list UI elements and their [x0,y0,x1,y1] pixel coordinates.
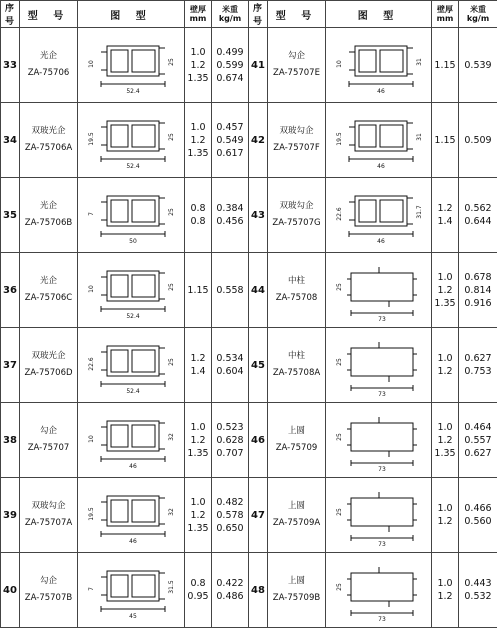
weight-value: 0.753 [459,365,497,378]
dim-vertical-label: 25 [168,133,175,141]
dim-width-label: 45 [129,613,137,620]
model-cell [268,478,326,553]
wall-thickness-cell [185,178,212,253]
dim-width-label: 73 [378,316,386,321]
weight-cell [459,253,497,328]
dim-vertical-label: 31.5 [168,580,175,594]
model-cell [20,28,78,103]
drawing-cell [78,103,185,178]
wall-thickness-cell [185,328,212,403]
model-code: ZA-75707G [268,215,325,232]
dim-vertical-label: 25 [168,283,175,291]
row-number: 36 [1,253,20,328]
dim-height-label: 10 [88,60,95,68]
dim-vertical-label: 31 [416,58,423,66]
dim-width-label: 46 [377,88,385,95]
weight-value: 0.644 [459,215,497,228]
dim-width-label: 52.4 [126,163,140,170]
wall-thickness-value: 1.0 [432,352,458,365]
model-cell [268,28,326,103]
weight-value: 0.678 [459,271,497,284]
wall-thickness-cell [185,253,212,328]
table-row [1,403,497,478]
profile-name: 双玻光企 [20,123,77,140]
header-weight: 米重 kg/m [212,1,249,28]
dim-vertical-label: 25 [168,358,175,366]
dim-height-label: 19.5 [88,507,95,521]
wall-thickness-cell [432,103,459,178]
weight-cell [212,253,249,328]
profile-drawing [329,559,429,621]
dim-height-label: 22.6 [336,207,343,221]
dim-width-label: 46 [129,538,137,545]
wall-thickness-cell [185,553,212,628]
dim-height-label: 10 [88,285,95,293]
profile-name: 勾企 [20,573,77,590]
wall-thickness-value: 1.2 [432,202,458,215]
profile-name: 勾企 [20,423,77,440]
dim-height-label: 19.5 [88,132,95,146]
drawing-cell [78,403,185,478]
wall-thickness-value: 1.35 [432,447,458,460]
model-cell [20,178,78,253]
wall-thickness-value: 1.2 [185,59,211,72]
weight-value: 0.509 [459,134,497,147]
profile-name: 中柱 [268,273,325,290]
row-number: 47 [249,478,268,553]
wall-thickness-value: 1.4 [432,215,458,228]
model-cell [20,103,78,178]
profile-name: 光企 [20,273,77,290]
dim-height-label: 19.5 [336,132,343,146]
profile-drawing [81,484,181,546]
drawing-cell [326,253,432,328]
weight-cell [212,478,249,553]
wall-thickness-value: 1.4 [185,365,211,378]
wall-thickness-value: 1.15 [185,284,211,297]
wall-thickness-value: 1.0 [432,271,458,284]
dim-width-label: 52.4 [126,313,140,320]
model-cell [268,103,326,178]
model-cell [268,553,326,628]
row-number: 34 [1,103,20,178]
header-model-right: 型 号 [268,1,326,28]
model-code: ZA-75707A [20,515,77,532]
profile-name: 双玻勾企 [268,123,325,140]
profile-name: 光企 [20,48,77,65]
weight-value: 0.499 [212,46,248,59]
weight-cell [459,403,497,478]
profile-drawing [81,334,181,396]
weight-value: 0.482 [212,496,248,509]
row-number: 37 [1,328,20,403]
dim-vertical-label: 31.7 [416,205,423,219]
weight-value: 0.627 [459,447,497,460]
dim-width-label: 73 [378,541,386,546]
dim-height-label: 25 [336,508,343,516]
weight-value: 0.628 [212,434,248,447]
drawing-cell [78,328,185,403]
profile-drawing [329,409,429,471]
model-code: ZA-75707F [268,140,325,157]
dim-height-label: 10 [336,60,343,68]
row-number: 44 [249,253,268,328]
dim-height-label: 7 [88,587,95,591]
row-number: 40 [1,553,20,628]
model-code: ZA-75709 [268,440,325,457]
profile-drawing [329,259,429,321]
weight-value: 0.534 [212,352,248,365]
wall-thickness-value: 1.15 [432,59,458,72]
model-cell [268,328,326,403]
wall-thickness-cell [185,103,212,178]
model-code: ZA-75707E [268,65,325,82]
profile-name: 双玻勾企 [268,198,325,215]
drawing-cell [78,553,185,628]
wall-thickness-value: 1.0 [432,577,458,590]
model-cell [20,553,78,628]
wall-thickness-value: 1.2 [432,515,458,528]
weight-cell [212,28,249,103]
weight-cell [212,403,249,478]
weight-cell [212,103,249,178]
weight-value: 0.532 [459,590,497,603]
model-code: ZA-75706D [20,365,77,382]
profile-drawing [329,34,429,96]
wall-thickness-cell [185,478,212,553]
profile-name: 双玻勾企 [20,498,77,515]
weight-value: 0.916 [459,297,497,310]
profile-drawing [329,484,429,546]
wall-thickness-cell [432,253,459,328]
wall-thickness-cell [432,553,459,628]
drawing-cell [326,28,432,103]
dim-width-label: 52.4 [126,388,140,395]
profile-drawing [329,184,429,246]
drawing-cell [326,478,432,553]
wall-thickness-value: 1.2 [185,509,211,522]
wall-thickness-value: 1.0 [185,121,211,134]
wall-thickness-value: 1.2 [432,365,458,378]
row-number: 35 [1,178,20,253]
dim-width-label: 73 [378,466,386,471]
drawing-cell [326,553,432,628]
weight-cell [459,553,497,628]
model-code: ZA-75707B [20,590,77,607]
weight-value: 0.456 [212,215,248,228]
dim-width-label: 46 [377,238,385,245]
dim-width-label: 73 [378,616,386,621]
header-drawing-right: 图 型 [326,1,432,28]
header-seq-right: 序号 [249,1,268,28]
weight-value: 0.650 [212,522,248,535]
wall-thickness-value: 1.0 [185,46,211,59]
table-row [1,253,497,328]
weight-value: 0.486 [212,590,248,603]
weight-value: 0.562 [459,202,497,215]
drawing-cell [78,478,185,553]
wall-thickness-value: 0.8 [185,215,211,228]
model-cell [20,403,78,478]
wall-thickness-value: 1.35 [185,447,211,460]
model-code: ZA-75708 [268,290,325,307]
row-number: 43 [249,178,268,253]
dim-width-label: 46 [129,463,137,470]
profile-name: 勾企 [268,48,325,65]
drawing-cell [326,403,432,478]
model-cell [20,328,78,403]
profile-name: 中柱 [268,348,325,365]
weight-value: 0.674 [212,72,248,85]
model-code: ZA-75708A [268,365,325,382]
weight-value: 0.558 [212,284,248,297]
weight-value: 0.557 [459,434,497,447]
model-cell [268,403,326,478]
weight-value: 0.466 [459,502,497,515]
weight-value: 0.443 [459,577,497,590]
wall-thickness-value: 1.0 [432,421,458,434]
wall-thickness-value: 0.95 [185,590,211,603]
wall-thickness-value: 0.8 [185,202,211,215]
weight-value: 0.604 [212,365,248,378]
profile-name: 上圆 [268,423,325,440]
dim-height-label: 10 [88,435,95,443]
drawing-cell [78,28,185,103]
row-number: 38 [1,403,20,478]
profile-name: 双玻光企 [20,348,77,365]
dim-height-label: 22.6 [88,357,95,371]
weight-value: 0.523 [212,421,248,434]
model-code: ZA-75706 [20,65,77,82]
row-number: 41 [249,28,268,103]
model-cell [20,478,78,553]
weight-value: 0.422 [212,577,248,590]
header-wall: 壁厚 mm [185,1,212,28]
profile-drawing [81,184,181,246]
weight-cell [459,103,497,178]
table-row [1,478,497,553]
profile-drawing [81,409,181,471]
dim-height-label: 25 [336,283,343,291]
wall-thickness-value: 1.2 [185,134,211,147]
header-wall-right: 壁厚 mm [432,1,459,28]
dim-height-label: 25 [336,433,343,441]
profile-name: 上圆 [268,498,325,515]
wall-thickness-value: 1.35 [185,147,211,160]
dim-vertical-label: 31 [416,133,423,141]
weight-cell [212,328,249,403]
wall-thickness-cell [432,403,459,478]
header-seq: 序号 [1,1,20,28]
weight-cell [459,478,497,553]
drawing-cell [326,328,432,403]
wall-thickness-cell [432,478,459,553]
wall-thickness-value: 1.35 [185,72,211,85]
weight-cell [459,178,497,253]
wall-thickness-value: 1.2 [432,284,458,297]
table-row [1,103,497,178]
row-number: 45 [249,328,268,403]
wall-thickness-value: 1.0 [185,496,211,509]
model-code: ZA-75709B [268,590,325,607]
drawing-cell [78,253,185,328]
row-number: 39 [1,478,20,553]
dim-vertical-label: 25 [168,58,175,66]
wall-thickness-cell [185,403,212,478]
profile-drawing [81,259,181,321]
wall-thickness-value: 1.35 [432,297,458,310]
wall-thickness-value: 1.15 [432,134,458,147]
weight-value: 0.457 [212,121,248,134]
table-row [1,28,497,103]
profile-name: 光企 [20,198,77,215]
wall-thickness-value: 1.2 [432,434,458,447]
dim-height-label: 7 [88,212,95,216]
drawing-cell [326,178,432,253]
weight-value: 0.560 [459,515,497,528]
wall-thickness-value: 1.35 [185,522,211,535]
table-row [1,553,497,628]
weight-cell [459,328,497,403]
header-weight-right: 米重 kg/m [459,1,497,28]
header-row [1,1,497,28]
model-cell [268,178,326,253]
header-drawing: 图 型 [78,1,185,28]
profile-drawing [329,109,429,171]
dim-vertical-label: 25 [168,208,175,216]
weight-value: 0.578 [212,509,248,522]
wall-thickness-value: 0.8 [185,577,211,590]
drawing-cell [326,103,432,178]
weight-cell [212,178,249,253]
weight-value: 0.464 [459,421,497,434]
dim-height-label: 25 [336,583,343,591]
row-number: 48 [249,553,268,628]
model-code: ZA-75709A [268,515,325,532]
profile-drawing [81,34,181,96]
dim-width-label: 50 [129,238,137,245]
wall-thickness-cell [432,328,459,403]
header-model: 型 号 [20,1,78,28]
profile-drawing [329,334,429,396]
weight-value: 0.627 [459,352,497,365]
dim-vertical-label: 32 [168,433,175,441]
profile-name: 上圆 [268,573,325,590]
profile-drawing [81,559,181,621]
weight-value: 0.384 [212,202,248,215]
dim-vertical-label: 32 [168,508,175,516]
model-code: ZA-75706C [20,290,77,307]
weight-cell [212,553,249,628]
model-cell [268,253,326,328]
wall-thickness-cell [185,28,212,103]
weight-value: 0.549 [212,134,248,147]
table-row [1,178,497,253]
wall-thickness-value: 1.2 [185,352,211,365]
table-row [1,328,497,403]
weight-value: 0.599 [212,59,248,72]
weight-cell [459,28,497,103]
wall-thickness-cell [432,28,459,103]
weight-value: 0.707 [212,447,248,460]
dim-width-label: 73 [378,391,386,396]
wall-thickness-value: 1.0 [185,421,211,434]
model-code: ZA-75707 [20,440,77,457]
model-cell [20,253,78,328]
model-code: ZA-75706A [20,140,77,157]
wall-thickness-value: 1.2 [432,590,458,603]
dim-width-label: 46 [377,163,385,170]
weight-value: 0.814 [459,284,497,297]
row-number: 33 [1,28,20,103]
wall-thickness-cell [432,178,459,253]
weight-value: 0.539 [459,59,497,72]
model-code: ZA-75706B [20,215,77,232]
row-number: 42 [249,103,268,178]
drawing-cell [78,178,185,253]
dim-width-label: 52.4 [126,88,140,95]
profile-drawing [81,109,181,171]
wall-thickness-value: 1.2 [185,434,211,447]
wall-thickness-value: 1.0 [432,502,458,515]
dim-height-label: 25 [336,358,343,366]
row-number: 46 [249,403,268,478]
weight-value: 0.617 [212,147,248,160]
